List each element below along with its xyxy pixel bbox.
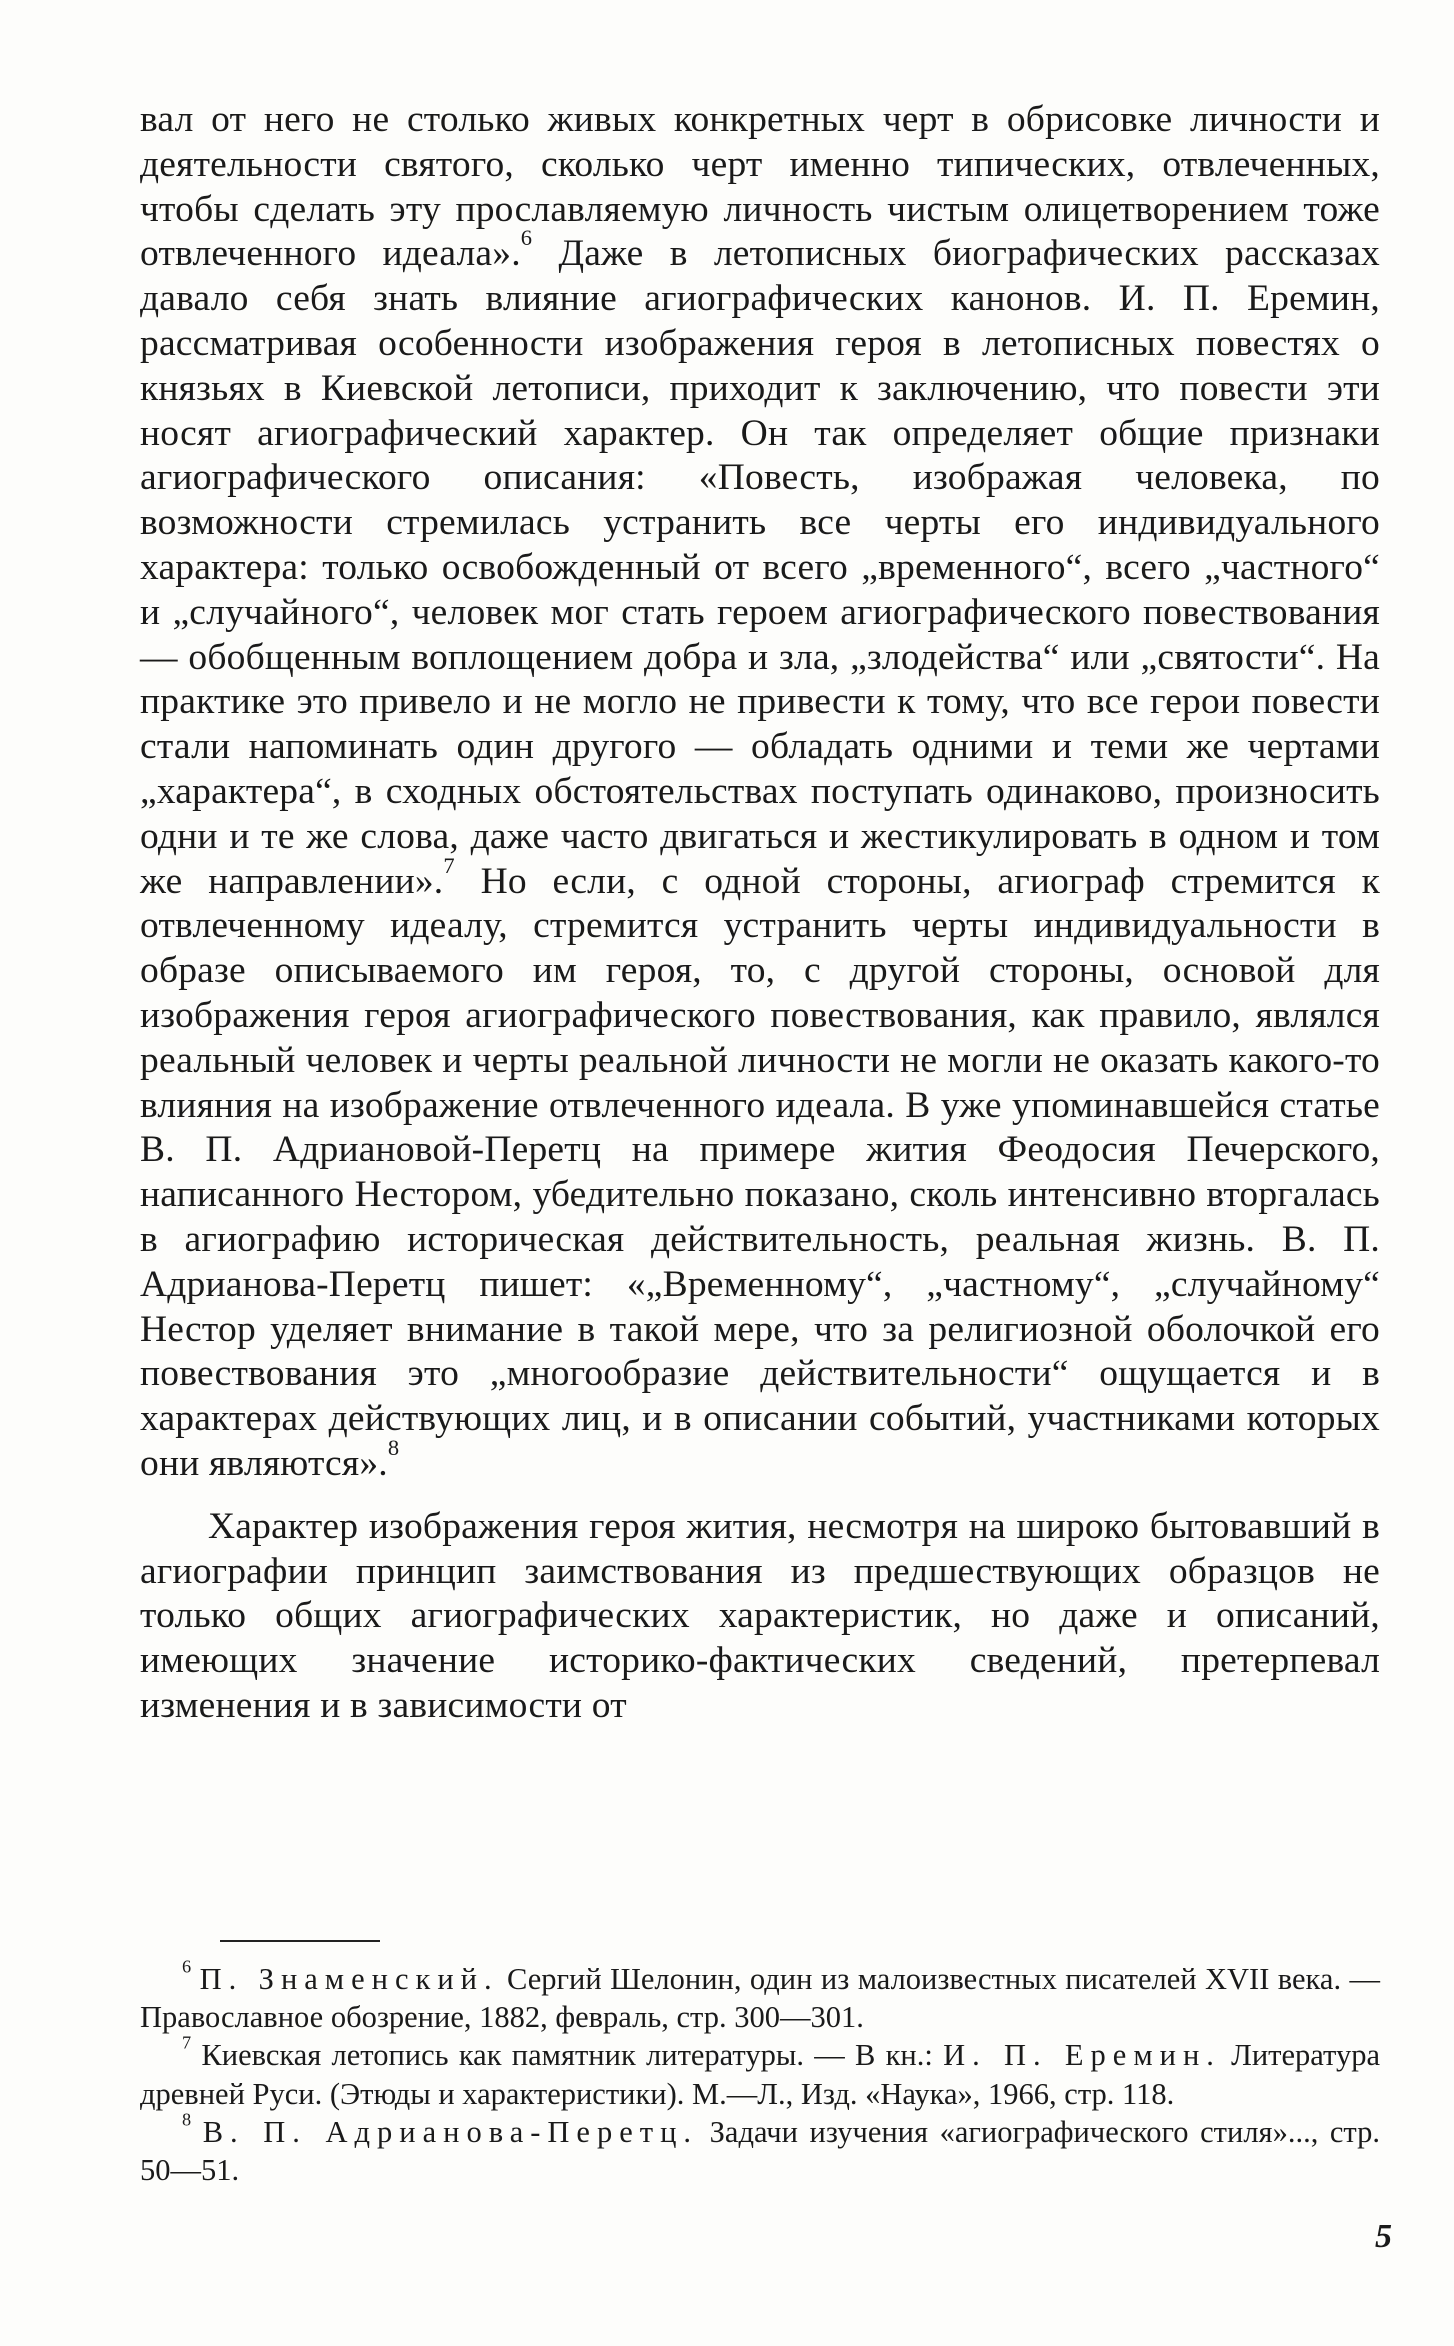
page-number: 5 (1375, 2218, 1392, 2255)
text-span: вал от него не столько живых конкретных черт в обрисовке личности и деятельности святого, сколько черт именно типических, отвлеченных, чтобы сделать эту прославляемую личность чистым олицетворением тоже отвлеченного идеала». (140, 99, 1380, 275)
footnote-6 (140, 1956, 1381, 2036)
footnotes (140, 1956, 1381, 2189)
footnote-mark: 7 (182, 2032, 192, 2053)
text-span: Даже в летописных биографических рассказах давало себя знать влияние агиографических канонов. И. П. Еремин, рассматривая особенности изображения героя в летописных повестях о князьях в Киевской летописи, приходит к заключению, что повести эти носят агиографический характер. Он так определяет общие признаки агиографического описания: «Повесть, изображая человека, по возможности стремилась устранить все черты его индивидуального характера: только освобожденный от всего „временного“, всего „частного“ и „случайного“, человек мог стать героем агиографического повествования — обобщенным воплощением добра и зла, „злодейства“ или „святости“. На практике это привело и не могло не привести к тому, что все герои повести стали напоминать один другого — обладать одними и теми же чертами „характера“, в сходных обстоятельствах поступать одинаково, произносить одни и те же слова, даже часто двигаться и жестикулировать в одном и том же направлении». (140, 233, 1380, 902)
footnote-text: Задачи изучения «агиографического стиля»..., стр. 50—51. (140, 2114, 1381, 2188)
paragraph-2: Характер изображения героя жития, несмотря на широко бытовавший в агиографии принцип заимствования из предшествующих образцов не только общих агиографических характеристик, но даже и описаний, имеющих значение историко-фактических сведений, претерпевал изменения и в зависимости от (140, 1505, 1380, 1726)
footnote-7 (140, 2032, 1380, 2112)
paragraph-1 (140, 98, 1380, 1487)
footnote-ref-6: 6 (520, 225, 533, 251)
footnote-ref-8: 8 (387, 1434, 400, 1460)
footnote-author: И. П. Еремин. (943, 2038, 1221, 2073)
footnote-mark: 8 (182, 2109, 192, 2130)
footnote-author: В. П. Адрианова-Перетц. (202, 2114, 699, 2149)
footnote-mark: 6 (182, 1956, 192, 1977)
footnote-author: П. Знаменский. (199, 1962, 499, 1996)
text-span: Но если, с одной стороны, агиограф стремится к отвлеченному идеалу, стремится устранить черты индивидуальности в образе описываемого им героя, то, с другой стороны, основой для изображения героя агиографического повествования, как правило, являлся реальный человек и черты реальной личности не могли не оказать какого-то влияния на изображение отвлеченного идеала. В уже упоминавшейся статье В. П. Адриановой-Перетц на примере жития Феодосия Печерского, написанного Нестором, убедительно показано, сколь интенсивно вторгалась в агиографию историческая действительность, реальная жизнь. В. П. Адрианова-Перетц пишет: «„Временному“, „частному“, „случайному“ Нестор уделяет внимание в такой мере, что за религиозной оболочкой его повествования это „многообразие действительности“ ощущается и в характерах действующих лиц, и в описании событий, участниками которых они являются». (140, 860, 1381, 1484)
footnote-text: Киевская летопись как памятник литературы. — В кн.: (191, 2038, 944, 2073)
footnote-text: Литература древней Руси. (Этюды и характеристики). М.—Л., Изд. «Наука», 1966, стр. 118. (140, 2038, 1380, 2111)
footnote-8 (140, 2109, 1381, 2189)
footnote-ref-7: 7 (443, 852, 455, 878)
main-text (140, 98, 1380, 1729)
footnote-divider (220, 1940, 380, 1942)
footnote-text: Сергий Шелонин, один из малоизвестных писателей XVII века. — Православное обозрение, 1882, февраль, стр. 300—301. (140, 1962, 1381, 2035)
